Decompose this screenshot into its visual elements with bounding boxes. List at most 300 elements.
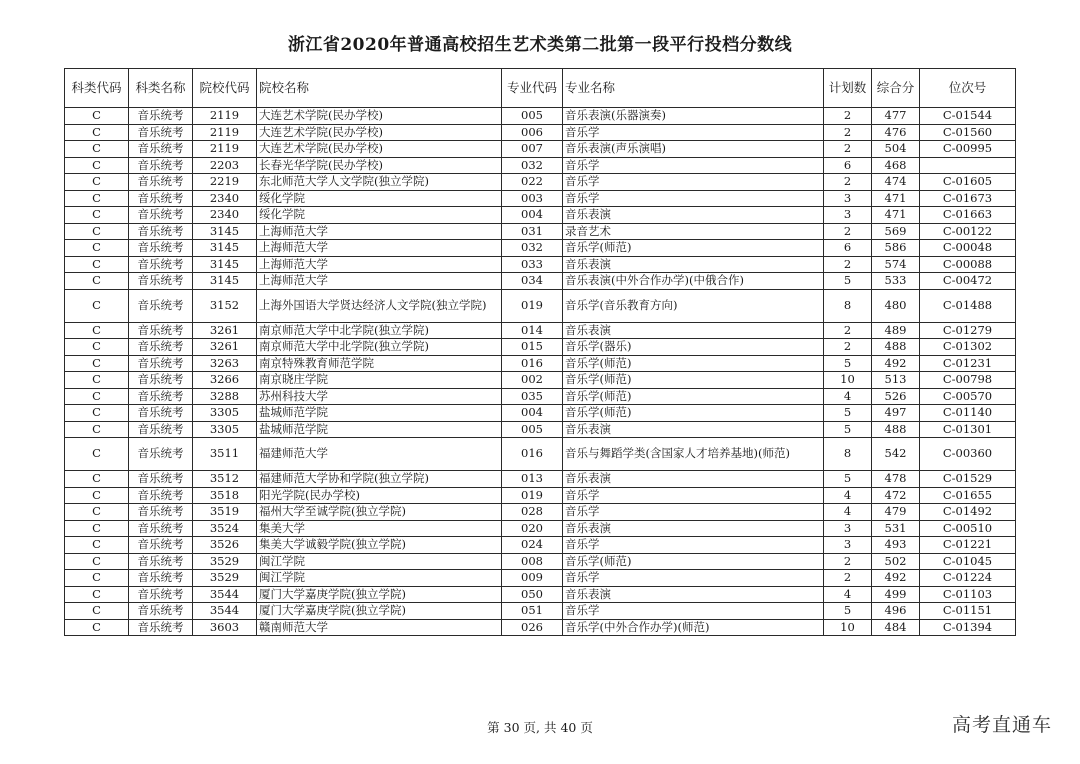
cell-composite-score: 497	[872, 405, 920, 422]
cell-subject-name: 音乐统考	[129, 289, 193, 322]
table-header-row	[65, 69, 1016, 108]
cell-composite-score: 477	[872, 108, 920, 125]
cell-rank: C-01279	[920, 322, 1016, 339]
cell-major-code: 002	[502, 372, 563, 389]
cell-subject-name: 音乐统考	[129, 438, 193, 471]
cell-composite-score: 471	[872, 207, 920, 224]
table-row	[65, 207, 1016, 224]
cell-school-code: 2219	[193, 174, 257, 191]
cell-subject-name: 音乐统考	[129, 256, 193, 273]
cell-rank: C-00570	[920, 388, 1016, 405]
cell-major-name: 音乐学	[563, 124, 824, 141]
cell-school-name: 上海师范大学	[257, 256, 502, 273]
cell-school-code: 2119	[193, 108, 257, 125]
cell-major-name: 音乐学(师范)	[563, 553, 824, 570]
cell-school-code: 3529	[193, 570, 257, 587]
cell-subject-name: 音乐统考	[129, 487, 193, 504]
table-row	[65, 273, 1016, 290]
cell-major-name: 音乐表演	[563, 586, 824, 603]
cell-subject-name: 音乐统考	[129, 223, 193, 240]
cell-plan-count: 5	[824, 603, 872, 620]
table-row	[65, 355, 1016, 372]
cell-subject-name: 音乐统考	[129, 240, 193, 257]
cell-plan-count: 4	[824, 388, 872, 405]
cell-composite-score: 488	[872, 421, 920, 438]
cell-major-name: 音乐表演(乐器演奏)	[563, 108, 824, 125]
table-row	[65, 487, 1016, 504]
cell-subject-code: C	[65, 504, 129, 521]
cell-rank: C-01140	[920, 405, 1016, 422]
table-row	[65, 372, 1016, 389]
cell-plan-count: 2	[824, 570, 872, 587]
cell-major-name: 音乐表演	[563, 256, 824, 273]
cell-rank: C-01605	[920, 174, 1016, 191]
cell-plan-count: 2	[824, 339, 872, 356]
cell-subject-code: C	[65, 289, 129, 322]
cell-school-code: 3145	[193, 240, 257, 257]
cell-subject-name: 音乐统考	[129, 603, 193, 620]
table-row	[65, 388, 1016, 405]
cell-subject-name: 音乐统考	[129, 372, 193, 389]
header-school-name: 院校名称	[257, 69, 502, 108]
cell-plan-count: 10	[824, 372, 872, 389]
cell-composite-score: 499	[872, 586, 920, 603]
cell-subject-name: 音乐统考	[129, 124, 193, 141]
cell-plan-count: 5	[824, 471, 872, 488]
cell-subject-code: C	[65, 322, 129, 339]
cell-plan-count: 3	[824, 190, 872, 207]
cell-subject-name: 音乐统考	[129, 141, 193, 158]
cell-school-code: 3266	[193, 372, 257, 389]
cell-school-name: 苏州科技大学	[257, 388, 502, 405]
table-row	[65, 108, 1016, 125]
table-row	[65, 438, 1016, 471]
cell-plan-count: 6	[824, 240, 872, 257]
cell-major-code: 050	[502, 586, 563, 603]
cell-rank: C-01224	[920, 570, 1016, 587]
cell-major-name: 音乐学	[563, 174, 824, 191]
cell-major-code: 004	[502, 405, 563, 422]
cell-school-code: 3511	[193, 438, 257, 471]
cell-major-name: 音乐学(师范)	[563, 388, 824, 405]
cell-school-name: 上海师范大学	[257, 240, 502, 257]
header-subject-code: 科类代码	[65, 69, 129, 108]
cell-composite-score: 468	[872, 157, 920, 174]
cell-rank: C-01655	[920, 487, 1016, 504]
cell-school-code: 3145	[193, 256, 257, 273]
cell-plan-count: 2	[824, 124, 872, 141]
cell-plan-count: 4	[824, 586, 872, 603]
table-row	[65, 289, 1016, 322]
cell-school-name: 闽江学院	[257, 570, 502, 587]
cell-major-name: 音乐表演(声乐演唱)	[563, 141, 824, 158]
cell-composite-score: 526	[872, 388, 920, 405]
cell-major-code: 019	[502, 487, 563, 504]
cell-subject-code: C	[65, 619, 129, 636]
header-plan-count: 计划数	[824, 69, 872, 108]
cell-plan-count: 2	[824, 553, 872, 570]
cell-major-code: 008	[502, 553, 563, 570]
cell-school-code: 3524	[193, 520, 257, 537]
cell-school-code: 2340	[193, 207, 257, 224]
cell-school-code: 2119	[193, 141, 257, 158]
cell-school-code: 3261	[193, 339, 257, 356]
cell-composite-score: 476	[872, 124, 920, 141]
admission-score-table	[64, 68, 1016, 636]
cell-composite-score: 542	[872, 438, 920, 471]
cell-major-code: 031	[502, 223, 563, 240]
cell-plan-count: 3	[824, 520, 872, 537]
cell-school-name: 集美大学诚毅学院(独立学院)	[257, 537, 502, 554]
cell-rank: C-01045	[920, 553, 1016, 570]
cell-plan-count: 4	[824, 504, 872, 521]
table-body	[65, 108, 1016, 636]
table-row	[65, 157, 1016, 174]
cell-composite-score: 531	[872, 520, 920, 537]
cell-school-name: 大连艺术学院(民办学校)	[257, 108, 502, 125]
cell-school-code: 3526	[193, 537, 257, 554]
cell-plan-count: 8	[824, 438, 872, 471]
cell-school-name: 大连艺术学院(民办学校)	[257, 124, 502, 141]
cell-school-code: 3518	[193, 487, 257, 504]
cell-school-name: 大连艺术学院(民办学校)	[257, 141, 502, 158]
cell-major-name: 音乐学(师范)	[563, 355, 824, 372]
cell-major-code: 032	[502, 240, 563, 257]
cell-plan-count: 2	[824, 223, 872, 240]
cell-subject-code: C	[65, 141, 129, 158]
cell-rank: C-00798	[920, 372, 1016, 389]
table-row	[65, 256, 1016, 273]
cell-plan-count: 2	[824, 141, 872, 158]
cell-subject-name: 音乐统考	[129, 570, 193, 587]
cell-school-name: 南京师范大学中北学院(独立学院)	[257, 322, 502, 339]
cell-rank: C-01560	[920, 124, 1016, 141]
cell-school-name: 南京特殊教育师范学院	[257, 355, 502, 372]
cell-rank: C-00995	[920, 141, 1016, 158]
cell-subject-name: 音乐统考	[129, 586, 193, 603]
cell-rank: C-01301	[920, 421, 1016, 438]
cell-major-code: 005	[502, 108, 563, 125]
cell-rank: C-01103	[920, 586, 1016, 603]
cell-subject-code: C	[65, 372, 129, 389]
cell-school-code: 3512	[193, 471, 257, 488]
cell-subject-name: 音乐统考	[129, 355, 193, 372]
cell-rank	[920, 157, 1016, 174]
table-row	[65, 421, 1016, 438]
cell-plan-count: 5	[824, 355, 872, 372]
cell-school-name: 福建师范大学	[257, 438, 502, 471]
cell-rank: C-01673	[920, 190, 1016, 207]
cell-subject-code: C	[65, 520, 129, 537]
cell-composite-score: 502	[872, 553, 920, 570]
cell-subject-name: 音乐统考	[129, 405, 193, 422]
cell-school-name: 盐城师范学院	[257, 421, 502, 438]
cell-school-name: 南京晓庄学院	[257, 372, 502, 389]
table-row	[65, 124, 1016, 141]
cell-composite-score: 533	[872, 273, 920, 290]
cell-school-code: 3529	[193, 553, 257, 570]
table-row	[65, 190, 1016, 207]
cell-subject-code: C	[65, 273, 129, 290]
cell-subject-code: C	[65, 174, 129, 191]
cell-plan-count: 3	[824, 207, 872, 224]
table-row	[65, 141, 1016, 158]
cell-subject-name: 音乐统考	[129, 421, 193, 438]
header-rank: 位次号	[920, 69, 1016, 108]
table-row	[65, 537, 1016, 554]
cell-plan-count: 5	[824, 405, 872, 422]
cell-plan-count: 2	[824, 256, 872, 273]
cell-subject-code: C	[65, 471, 129, 488]
cell-school-code: 3288	[193, 388, 257, 405]
cell-major-code: 022	[502, 174, 563, 191]
table-row	[65, 520, 1016, 537]
cell-major-code: 033	[502, 256, 563, 273]
cell-composite-score: 492	[872, 570, 920, 587]
cell-subject-name: 音乐统考	[129, 273, 193, 290]
cell-school-name: 绥化学院	[257, 190, 502, 207]
cell-major-code: 028	[502, 504, 563, 521]
cell-major-name: 音乐学	[563, 504, 824, 521]
table-row	[65, 223, 1016, 240]
cell-school-name: 长春光华学院(民办学校)	[257, 157, 502, 174]
cell-subject-name: 音乐统考	[129, 108, 193, 125]
cell-school-name: 东北师范大学人文学院(独立学院)	[257, 174, 502, 191]
cell-major-code: 003	[502, 190, 563, 207]
cell-school-code: 2340	[193, 190, 257, 207]
header-major-name: 专业名称	[563, 69, 824, 108]
cell-school-code: 3544	[193, 603, 257, 620]
cell-major-name: 音乐学	[563, 487, 824, 504]
cell-major-name: 音乐学(器乐)	[563, 339, 824, 356]
cell-plan-count: 4	[824, 487, 872, 504]
cell-plan-count: 6	[824, 157, 872, 174]
cell-major-name: 音乐学(师范)	[563, 372, 824, 389]
cell-major-name: 音乐表演	[563, 520, 824, 537]
cell-major-code: 005	[502, 421, 563, 438]
table-row	[65, 174, 1016, 191]
cell-subject-name: 音乐统考	[129, 537, 193, 554]
cell-subject-code: C	[65, 388, 129, 405]
cell-plan-count: 2	[824, 108, 872, 125]
cell-subject-name: 音乐统考	[129, 322, 193, 339]
cell-school-code: 3305	[193, 421, 257, 438]
cell-major-code: 019	[502, 289, 563, 322]
cell-school-name: 集美大学	[257, 520, 502, 537]
cell-composite-score: 472	[872, 487, 920, 504]
cell-major-name: 音乐学(师范)	[563, 405, 824, 422]
cell-major-name: 音乐学(师范)	[563, 240, 824, 257]
cell-rank: C-01529	[920, 471, 1016, 488]
cell-subject-name: 音乐统考	[129, 157, 193, 174]
cell-composite-score: 493	[872, 537, 920, 554]
cell-plan-count: 5	[824, 273, 872, 290]
cell-rank: C-00122	[920, 223, 1016, 240]
cell-major-name: 音乐表演	[563, 471, 824, 488]
cell-major-name: 录音艺术	[563, 223, 824, 240]
cell-rank: C-00472	[920, 273, 1016, 290]
cell-school-code: 3263	[193, 355, 257, 372]
cell-major-code: 035	[502, 388, 563, 405]
cell-rank: C-00088	[920, 256, 1016, 273]
cell-subject-code: C	[65, 190, 129, 207]
cell-rank: C-01302	[920, 339, 1016, 356]
cell-composite-score: 496	[872, 603, 920, 620]
cell-major-name: 音乐与舞蹈学类(含国家人才培养基地)(师范)	[563, 438, 824, 471]
cell-major-code: 016	[502, 438, 563, 471]
table-row	[65, 240, 1016, 257]
cell-subject-code: C	[65, 586, 129, 603]
cell-composite-score: 504	[872, 141, 920, 158]
cell-composite-score: 480	[872, 289, 920, 322]
cell-major-code: 026	[502, 619, 563, 636]
cell-subject-code: C	[65, 207, 129, 224]
cell-major-name: 音乐表演(中外合作办学)(中俄合作)	[563, 273, 824, 290]
cell-major-name: 音乐表演	[563, 322, 824, 339]
cell-composite-score: 513	[872, 372, 920, 389]
page-title: 浙江省2020年普通高校招生艺术类第二批第一段平行投档分数线	[287, 35, 793, 55]
cell-major-code: 013	[502, 471, 563, 488]
cell-composite-score: 569	[872, 223, 920, 240]
cell-school-name: 福州大学至诚学院(独立学院)	[257, 504, 502, 521]
table-row	[65, 471, 1016, 488]
cell-composite-score: 474	[872, 174, 920, 191]
cell-subject-code: C	[65, 240, 129, 257]
table-row	[65, 553, 1016, 570]
cell-rank: C-00360	[920, 438, 1016, 471]
cell-subject-code: C	[65, 223, 129, 240]
cell-plan-count: 10	[824, 619, 872, 636]
cell-subject-name: 音乐统考	[129, 504, 193, 521]
cell-subject-name: 音乐统考	[129, 520, 193, 537]
cell-school-name: 上海师范大学	[257, 273, 502, 290]
cell-school-name: 南京师范大学中北学院(独立学院)	[257, 339, 502, 356]
cell-subject-name: 音乐统考	[129, 339, 193, 356]
cell-school-code: 3145	[193, 273, 257, 290]
table-row	[65, 405, 1016, 422]
cell-school-name: 赣南师范大学	[257, 619, 502, 636]
cell-major-name: 音乐学	[563, 603, 824, 620]
cell-subject-code: C	[65, 339, 129, 356]
cell-major-code: 024	[502, 537, 563, 554]
cell-major-name: 音乐学	[563, 157, 824, 174]
cell-composite-score: 586	[872, 240, 920, 257]
cell-major-name: 音乐表演	[563, 207, 824, 224]
cell-school-name: 闽江学院	[257, 553, 502, 570]
cell-major-name: 音乐学	[563, 570, 824, 587]
cell-major-code: 007	[502, 141, 563, 158]
table-row	[65, 603, 1016, 620]
cell-major-code: 004	[502, 207, 563, 224]
cell-school-code: 3603	[193, 619, 257, 636]
cell-rank: C-01488	[920, 289, 1016, 322]
cell-subject-code: C	[65, 256, 129, 273]
cell-subject-code: C	[65, 570, 129, 587]
cell-subject-name: 音乐统考	[129, 619, 193, 636]
cell-rank: C-01663	[920, 207, 1016, 224]
cell-school-name: 盐城师范学院	[257, 405, 502, 422]
cell-major-code: 020	[502, 520, 563, 537]
cell-plan-count: 2	[824, 322, 872, 339]
table-row	[65, 570, 1016, 587]
cell-rank: C-01394	[920, 619, 1016, 636]
cell-composite-score: 488	[872, 339, 920, 356]
header-major-code: 专业代码	[502, 69, 563, 108]
cell-school-code: 3544	[193, 586, 257, 603]
header-school-code: 院校代码	[193, 69, 257, 108]
cell-rank: C-01231	[920, 355, 1016, 372]
cell-subject-name: 音乐统考	[129, 388, 193, 405]
cell-plan-count: 3	[824, 537, 872, 554]
cell-school-code: 2203	[193, 157, 257, 174]
cell-composite-score: 489	[872, 322, 920, 339]
cell-composite-score: 471	[872, 190, 920, 207]
cell-composite-score: 479	[872, 504, 920, 521]
cell-composite-score: 484	[872, 619, 920, 636]
cell-rank: C-01151	[920, 603, 1016, 620]
cell-major-name: 音乐学	[563, 537, 824, 554]
cell-composite-score: 574	[872, 256, 920, 273]
cell-school-code: 3519	[193, 504, 257, 521]
page-number-footer: 第 30 页, 共 40 页	[487, 720, 593, 735]
cell-subject-code: C	[65, 537, 129, 554]
cell-subject-code: C	[65, 553, 129, 570]
cell-subject-name: 音乐统考	[129, 553, 193, 570]
table-row	[65, 619, 1016, 636]
cell-rank: C-01221	[920, 537, 1016, 554]
table-row	[65, 504, 1016, 521]
cell-rank: C-01544	[920, 108, 1016, 125]
cell-major-code: 014	[502, 322, 563, 339]
cell-subject-name: 音乐统考	[129, 174, 193, 191]
cell-major-name: 音乐学(音乐教育方向)	[563, 289, 824, 322]
cell-subject-code: C	[65, 487, 129, 504]
cell-major-code: 034	[502, 273, 563, 290]
cell-major-name: 音乐学(中外合作办学)(师范)	[563, 619, 824, 636]
cell-school-code: 3145	[193, 223, 257, 240]
cell-subject-code: C	[65, 421, 129, 438]
cell-school-name: 福建师范大学协和学院(独立学院)	[257, 471, 502, 488]
cell-school-name: 厦门大学嘉庚学院(独立学院)	[257, 586, 502, 603]
cell-subject-code: C	[65, 124, 129, 141]
table-row	[65, 322, 1016, 339]
cell-composite-score: 478	[872, 471, 920, 488]
cell-rank: C-00510	[920, 520, 1016, 537]
cell-school-code: 3152	[193, 289, 257, 322]
cell-major-code: 032	[502, 157, 563, 174]
cell-plan-count: 8	[824, 289, 872, 322]
cell-subject-code: C	[65, 405, 129, 422]
cell-subject-code: C	[65, 438, 129, 471]
cell-school-name: 绥化学院	[257, 207, 502, 224]
cell-composite-score: 492	[872, 355, 920, 372]
cell-major-name: 音乐表演	[563, 421, 824, 438]
cell-school-code: 2119	[193, 124, 257, 141]
cell-major-code: 006	[502, 124, 563, 141]
cell-plan-count: 2	[824, 174, 872, 191]
cell-subject-name: 音乐统考	[129, 471, 193, 488]
cell-school-name: 上海师范大学	[257, 223, 502, 240]
cell-subject-name: 音乐统考	[129, 190, 193, 207]
cell-subject-code: C	[65, 108, 129, 125]
cell-major-code: 051	[502, 603, 563, 620]
cell-rank: C-01492	[920, 504, 1016, 521]
cell-major-name: 音乐学	[563, 190, 824, 207]
header-subject-name: 科类名称	[129, 69, 193, 108]
cell-school-name: 厦门大学嘉庚学院(独立学院)	[257, 603, 502, 620]
table-row	[65, 586, 1016, 603]
cell-subject-code: C	[65, 157, 129, 174]
